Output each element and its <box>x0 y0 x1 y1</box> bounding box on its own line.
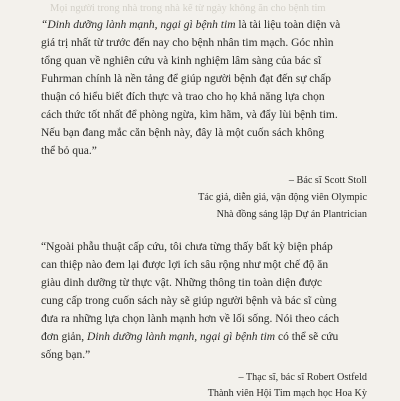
bleed-through-text: Mọi người trong nhà trong nhà kể từ ngày không ăn cho bệnh tim <box>50 4 326 14</box>
quote2-line2: can thiệp nào đem lại được lợi ích sâu rộng như một chế độ ăn <box>41 259 329 271</box>
quote2-line7: sống bạn.” <box>41 349 91 361</box>
quote2-line6-pre: đơn giản, <box>41 331 88 343</box>
book-title-italic: “Dinh dưỡng lành mạnh, ngại gì bệnh tim <box>41 19 236 31</box>
quote1-line1 <box>41 18 340 32</box>
quote1-line5: thuận có hiểu biết đích thực và trao cho họ khả năng lựa chọn <box>41 91 325 103</box>
quote2-line3: giàu dinh dưỡng từ thực vật. Những thông tin toàn diện được <box>41 277 322 289</box>
quote1-attribution-name: – Bác sĩ Scott Stoll <box>288 175 367 186</box>
quote1-line6: cách thức tốt nhất để phòng ngừa, kìm hãm, và đẩy lùi bệnh tim. <box>41 109 338 121</box>
quote1-attribution-role2: Nhà đồng sáng lập Dự án Plantrician <box>216 209 367 220</box>
quote1-line3: tổng quan về nghiên cứu và kinh nghiệm lâm sàng của bác sĩ <box>41 55 322 67</box>
quote1-line8: thể bỏ qua.” <box>41 145 97 157</box>
quote2-line4: cung cấp trong cuốn sách này sẽ giúp người bệnh và bác sĩ cùng <box>41 295 337 307</box>
quote2-attribution-name: – Thạc sĩ, bác sĩ Robert Ostfeld <box>238 372 367 383</box>
quote2-line6 <box>41 330 338 344</box>
quote1-line2: giá trị nhất từ trước đến nay cho bệnh nhân tim mạch. Góc nhìn <box>41 37 334 49</box>
book-title-italic-2: Dinh dưỡng lành mạnh, ngại gì bệnh tim <box>87 331 276 343</box>
quote1-line1-rest: là tài liệu toàn diện và <box>235 19 341 31</box>
quote2-line1: “Ngoài phẫu thuật cấp cứu, tôi chưa từng thấy bất kỳ biện pháp <box>41 241 333 253</box>
quote1-line4: Fuhrman chính là nền tảng để giúp người bệnh đạt đến sự chấp <box>41 73 332 85</box>
quote1-line7: Nếu bạn đang mắc căn bệnh này, đây là một cuốn sách không <box>41 127 325 139</box>
quote2-line5: đưa ra những lựa chọn lành mạnh hơn về lối sống. Nói theo cách <box>41 313 340 325</box>
quote1-attribution-role1: Tác giả, diễn giả, vận động viên Olympic <box>198 192 367 203</box>
quote2-line6-post: có thể sẽ cứu <box>275 331 339 343</box>
quote2-attribution-role1: Thành viên Hội Tim mạch học Hoa Kỳ <box>207 388 367 399</box>
